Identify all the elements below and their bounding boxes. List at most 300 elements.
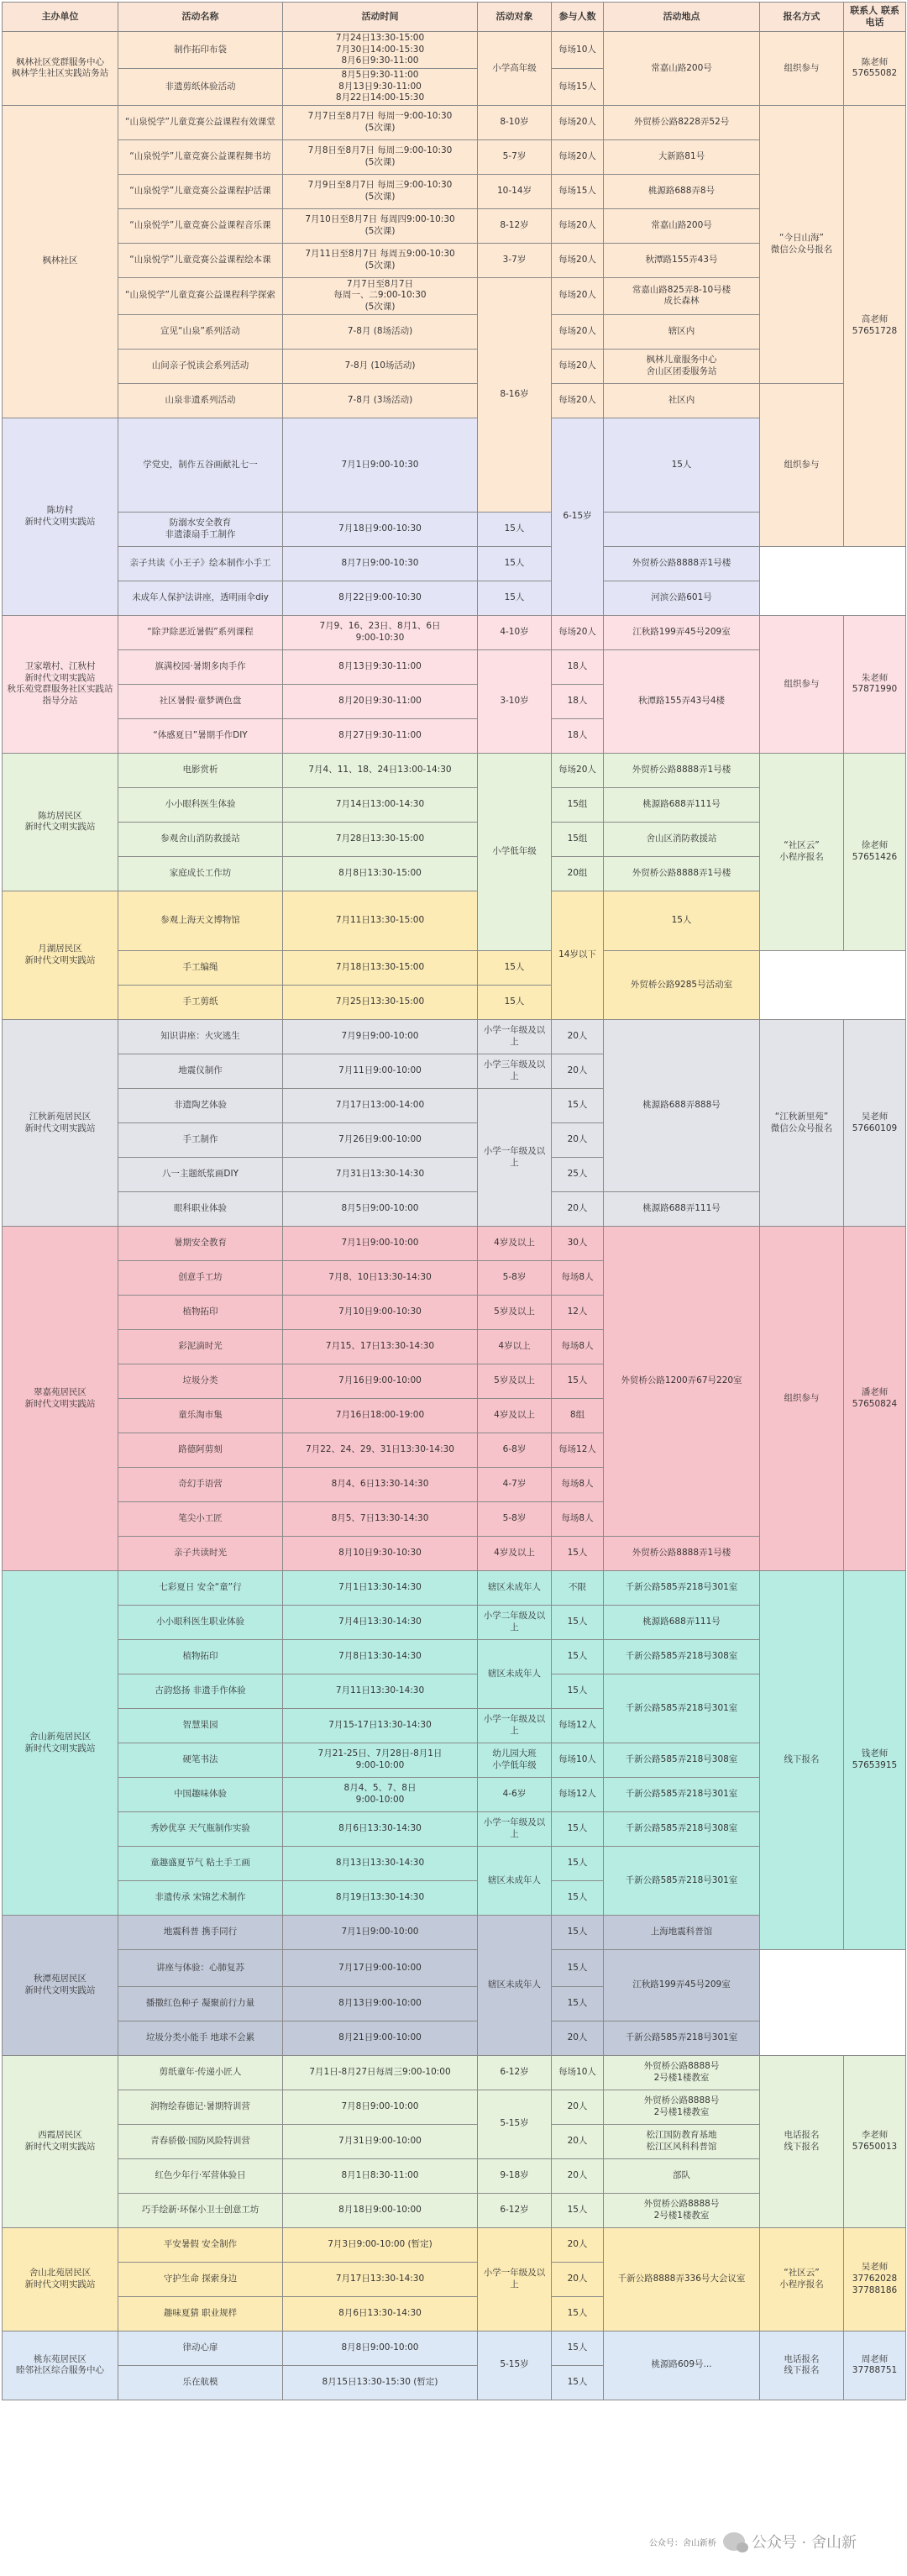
- table-row: [3, 2055, 906, 2090]
- table-cell: 9-18岁: [478, 2158, 552, 2193]
- table-cell: 15人: [552, 1640, 604, 1674]
- table-cell: 20人: [552, 2262, 604, 2296]
- table-cell: 6-12岁: [478, 2193, 552, 2227]
- table-cell: 地震仪制作: [118, 1054, 283, 1089]
- table-cell: 小学高年级: [478, 32, 552, 106]
- table-cell: 15人: [552, 1847, 604, 1881]
- table-cell: 非遗剪纸体验活动: [118, 68, 283, 105]
- table-row: [3, 546, 906, 581]
- table-cell: 15人: [552, 1812, 604, 1847]
- table-cell: 8月4、6日13:30-14:30: [283, 1468, 478, 1502]
- table-cell: 7-8月 (3场活动): [283, 383, 478, 418]
- table-cell: 15人: [552, 2296, 604, 2331]
- table-cell: 古韵悠扬 非遗手作体验: [118, 1674, 283, 1709]
- table-row: [3, 32, 906, 69]
- table-cell: 5-8岁: [478, 1261, 552, 1296]
- table-cell: 吴老师 37762028 37788186: [844, 2227, 906, 2331]
- header-signup-method: 报名方式: [760, 3, 844, 32]
- table-cell: 7月8日13:30-14:30: [283, 1640, 478, 1674]
- table-cell: 小学一年级及以上: [478, 1089, 552, 1227]
- table-cell: 陈老师 57655082: [844, 32, 906, 106]
- table-cell: 15人: [552, 1916, 604, 1950]
- table-cell: 每场10人: [552, 2055, 604, 2090]
- table-cell: 7月26日9:00-10:00: [283, 1123, 478, 1158]
- table-row: [3, 1986, 906, 2021]
- table-cell: 宣见“山泉”系列活动: [118, 314, 283, 349]
- table-cell: 律动心扉: [118, 2331, 283, 2365]
- table-cell: 8月8日9:00-10:00: [283, 2331, 478, 2365]
- table-cell: 每场12人: [552, 1433, 604, 1468]
- table-cell: 组织参与: [760, 615, 844, 753]
- table-cell: 周老师 37788751: [844, 2331, 906, 2400]
- host-unit-cell: 枫林社区: [3, 105, 118, 418]
- table-cell: 15人: [552, 1950, 604, 1987]
- table-cell: 辖区内: [604, 314, 760, 349]
- table-cell: 辖区未成年人: [478, 1640, 552, 1709]
- table-cell: 15人: [552, 1881, 604, 1916]
- table-cell: 20组: [552, 856, 604, 891]
- host-unit-cell: 月湖居民区 新时代文明实践站: [3, 891, 118, 1019]
- table-cell: 每场20人: [552, 139, 604, 174]
- table-cell: 8组: [552, 1399, 604, 1433]
- table-cell: 8-10岁: [478, 105, 552, 139]
- table-cell: 每场20人: [552, 314, 604, 349]
- table-cell: 朱老师 57871990: [844, 615, 906, 753]
- table-cell: 6-8岁: [478, 1433, 552, 1468]
- table-cell: 每场10人: [552, 1743, 604, 1778]
- table-cell: 7月24日13:30-15:00 7月30日14:00-15:30 8月6日9:30-11:00: [283, 32, 478, 69]
- table-cell: 7月7日至8月7日 每周一9:00-10:30 (5次课): [283, 105, 478, 139]
- table-cell: 7月18日13:30-15:00: [283, 951, 478, 986]
- table-cell: 彩泥滴时光: [118, 1330, 283, 1364]
- table-cell: 20人: [552, 2158, 604, 2193]
- table-cell: 6-15岁: [552, 418, 604, 615]
- table-cell: 8月4、5、7、8日 9:00-10:00: [283, 1778, 478, 1812]
- table-cell: 亲子共读《小王子》绘本制作小手工: [118, 546, 283, 581]
- table-cell: 奇幻手语营: [118, 1468, 283, 1502]
- table-cell: 8月27日9:30-11:00: [283, 718, 478, 753]
- table-cell: 上海地震科普馆: [604, 1916, 760, 1950]
- table-cell: 4-7岁: [478, 1468, 552, 1502]
- host-unit-cell: 翠嘉苑居民区 新时代文明实践站: [3, 1227, 118, 1571]
- table-cell: 青春骄傲·国防风险特训营: [118, 2124, 283, 2158]
- table-cell: 社区暑假·童梦调色盘: [118, 684, 283, 718]
- table-cell: “山泉悦学”儿童竞赛公益课程科学探索: [118, 277, 283, 314]
- table-cell: 4岁及以上: [478, 1399, 552, 1433]
- table-cell: 8月1日8:30-11:00: [283, 2158, 478, 2193]
- table-cell: 常嘉山路200号: [604, 32, 760, 106]
- table-cell: 辖区未成年人: [478, 1571, 552, 1606]
- table-cell: 7月11日13:30-15:00: [283, 891, 478, 950]
- table-cell: “体感夏日”暑期手作DIY: [118, 718, 283, 753]
- table-cell: 15人: [604, 418, 760, 512]
- table-cell: 手工剪纸: [118, 986, 283, 1020]
- table-cell: 家庭成长工作坊: [118, 856, 283, 891]
- footer-brand: 公众号 · 舍山新: [751, 2534, 857, 2552]
- table-cell: 小学一年级及以上: [478, 2227, 552, 2331]
- table-cell: 笔尖小工匠: [118, 1502, 283, 1537]
- table-cell: 组织参与: [760, 1227, 844, 1571]
- table-cell: 4-6岁: [478, 1778, 552, 1812]
- table-cell: 千新公路585弄218号301室: [604, 1571, 760, 1606]
- table-cell: 外贸桥公路8888号 2号楼1楼教室: [604, 2193, 760, 2227]
- table-cell: 15人: [552, 2331, 604, 2365]
- table-cell: 江秋路199弄45号209室: [604, 1950, 760, 2021]
- table-cell: 江秋路199弄45号209室: [604, 615, 760, 649]
- table-cell: 14岁以下: [552, 891, 604, 1019]
- table-cell: 3-7岁: [478, 243, 552, 277]
- table-cell: 20人: [552, 1020, 604, 1054]
- table-row: [3, 105, 906, 139]
- table-cell: [604, 512, 760, 546]
- table-cell: 7月9、16、23日、8月1、6日 9:00-10:30: [283, 615, 478, 649]
- table-cell: 外贸桥公路8888弄1号楼: [604, 1537, 760, 1571]
- table-cell: 桃源路688弄111号: [604, 1606, 760, 1640]
- table-cell: 8月20日9:30-11:00: [283, 684, 478, 718]
- table-cell: 外贸桥公路8888弄1号楼: [604, 856, 760, 891]
- table-cell: 桃源路688弄111号: [604, 787, 760, 822]
- table-cell: 非遗传承 宋锦艺术制作: [118, 1881, 283, 1916]
- table-cell: 每场8人: [552, 1502, 604, 1537]
- table-cell: 小学一年级及以上: [478, 1812, 552, 1847]
- table-cell: 15人: [478, 581, 552, 615]
- wechat-icon: [723, 2532, 745, 2551]
- table-cell: 外贸桥公路8888弄1号楼: [604, 546, 760, 581]
- table-cell: 植物拓印: [118, 1640, 283, 1674]
- table-cell: 7月16日18:00-19:00: [283, 1399, 478, 1433]
- table-cell: 小学三年级及以上: [478, 1054, 552, 1089]
- table-cell: 潘老师 57650824: [844, 1227, 906, 1571]
- table-cell: 15人: [552, 1537, 604, 1571]
- table-cell: 每场20人: [552, 383, 604, 418]
- table-cell: 每场20人: [552, 277, 604, 314]
- table-cell: 7月11日至8月7日 每周五9:00-10:30 (5次课): [283, 243, 478, 277]
- table-cell: 钱老师 57653915: [844, 1571, 906, 1950]
- table-cell: 25人: [552, 1158, 604, 1192]
- table-cell: 8月8日13:30-15:00: [283, 856, 478, 891]
- table-cell: 眼科职业体验: [118, 1192, 283, 1227]
- table-cell: 植物拓印: [118, 1296, 283, 1330]
- table-cell: 7月1日9:00-10:30: [283, 418, 478, 512]
- table-cell: 枫林儿童服务中心 舍山区团委服务站: [604, 349, 760, 383]
- table-cell: 李老师 57650013: [844, 2055, 906, 2227]
- header-target-audience: 活动对象: [478, 3, 552, 32]
- table-cell: 舍山区消防救援站: [604, 822, 760, 856]
- table-cell: 参观舍山消防救援站: [118, 822, 283, 856]
- table-cell: 15人: [552, 2365, 604, 2400]
- footer-small-text: 公众号：舍山新桥: [648, 2538, 716, 2548]
- table-cell: 8月7日9:00-10:30: [283, 546, 478, 581]
- table-cell: 7月18日9:00-10:30: [283, 512, 478, 546]
- host-unit-cell: 舍山北苑居民区 新时代文明实践站: [3, 2227, 118, 2331]
- table-cell: 知识讲座：火灾逃生: [118, 1020, 283, 1054]
- table-cell: 7月10日9:00-10:30: [283, 1296, 478, 1330]
- table-cell: 7月3日9:00-10:00 (暂定): [283, 2227, 478, 2262]
- table-cell: 小学一年级及以上: [478, 1709, 552, 1743]
- table-cell: 组织参与: [760, 32, 844, 106]
- table-cell: 15人: [552, 2193, 604, 2227]
- table-cell: 18人: [552, 718, 604, 753]
- host-unit-cell: 卫家墩村、江秋村 新时代文明实践站 秋乐苑党群服务社区实践站指导分站: [3, 615, 118, 753]
- table-header-row: [3, 3, 906, 32]
- table-cell: 创意手工坊: [118, 1261, 283, 1296]
- table-cell: 每场8人: [552, 1468, 604, 1502]
- header-contact: 联系人 联系电话: [844, 3, 906, 32]
- table-cell: 7月14日13:00-14:30: [283, 787, 478, 822]
- table-cell: 7月1日13:30-14:30: [283, 1571, 478, 1606]
- table-cell: 外贸桥公路8228弄52号: [604, 105, 760, 139]
- table-cell: 地震科普 携手同行: [118, 1916, 283, 1950]
- table-cell: 线下报名: [760, 1571, 844, 1950]
- table-cell: 播撒红色种子 凝聚前行力量: [118, 1986, 283, 2021]
- table-cell: 7月17日13:30-14:30: [283, 2262, 478, 2296]
- table-cell: 桃源路688弄8号: [604, 174, 760, 208]
- table-cell: 7月31日13:30-14:30: [283, 1158, 478, 1192]
- table-cell: 7-8月 (10场活动): [283, 349, 478, 383]
- table-cell: 桃源路688弄111号: [604, 1192, 760, 1227]
- table-cell: 7月11日9:00-10:00: [283, 1054, 478, 1089]
- table-cell: 润物绘春德记·暑期特训营: [118, 2090, 283, 2124]
- table-cell: 每场20人: [552, 753, 604, 787]
- table-cell: 童趣盛夏节气 粘土手工画: [118, 1847, 283, 1881]
- table-cell: 秀妙优享 天气瓶制作实验: [118, 1812, 283, 1847]
- table-cell: “江秋新里苑” 微信公众号报名: [760, 1020, 844, 1227]
- table-cell: 15组: [552, 787, 604, 822]
- header-activity-name: 活动名称: [118, 3, 283, 32]
- table-cell: 5-15岁: [478, 2090, 552, 2158]
- table-cell: 8月5日9:00-10:00: [283, 1192, 478, 1227]
- table-cell: 学党史，制作五谷画献礼七一: [118, 418, 283, 512]
- table-cell: 15人: [478, 951, 552, 986]
- table-cell: 7月9日至8月7日 每周三9:00-10:30 (5次课): [283, 174, 478, 208]
- table-cell: 4-10岁: [478, 615, 552, 649]
- table-cell: 小学一年级及以上: [478, 1020, 552, 1054]
- table-cell: 社区内: [604, 383, 760, 418]
- table-cell: 幼儿园大班 小学低年级: [478, 1743, 552, 1778]
- table-cell: 8月13日9:00-10:00: [283, 1986, 478, 2021]
- table-cell: 7月25日13:30-15:00: [283, 986, 478, 1020]
- table-cell: 常嘉山路200号: [604, 208, 760, 243]
- table-cell: 高老师 57651728: [844, 105, 906, 546]
- table-cell: 20人: [552, 2124, 604, 2158]
- table-cell: 20人: [552, 2227, 604, 2262]
- table-cell: “山泉悦学”儿童竞赛公益课程绘本课: [118, 243, 283, 277]
- table-cell: 5-8岁: [478, 1502, 552, 1537]
- table-cell: 7-8月 (8场活动): [283, 314, 478, 349]
- table-cell: 八一主题纸浆画DIY: [118, 1158, 283, 1192]
- table-cell: 不限: [552, 1571, 604, 1606]
- table-cell: 童乐淘市集: [118, 1399, 283, 1433]
- table-cell: 制作拓印布袋: [118, 32, 283, 69]
- activity-schedule-table: [2, 2, 906, 2400]
- table-cell: 每场20人: [552, 615, 604, 649]
- table-row: [3, 2331, 906, 2365]
- table-cell: 3-10岁: [478, 649, 552, 753]
- table-cell: 垃圾分类小能手 地球不会累: [118, 2021, 283, 2055]
- table-cell: 18人: [552, 684, 604, 718]
- table-cell: 每场12人: [552, 1709, 604, 1743]
- host-unit-cell: 舍山新苑居民区 新时代文明实践站: [3, 1571, 118, 1916]
- table-row: [3, 1020, 906, 1054]
- table-cell: 每场20人: [552, 349, 604, 383]
- table-cell: 硬笔书法: [118, 1743, 283, 1778]
- table-cell: 千新公路585弄218号301室: [604, 2021, 760, 2055]
- table-cell: 趣味夏猜 职业规样: [118, 2296, 283, 2331]
- table-cell: “社区云” 小程序报名: [760, 2227, 844, 2331]
- table-cell: 电话报名 线下报名: [760, 2331, 844, 2400]
- host-unit-cell: 枫林社区党群服务中心 枫林学生社区实践站务站: [3, 32, 118, 106]
- table-cell: 7月7日至8月7日 每周一、二9:00-10:30 (5次课): [283, 277, 478, 314]
- table-cell: 桃源路609号...: [604, 2331, 760, 2400]
- table-cell: 每场15人: [552, 68, 604, 105]
- table-cell: 每场20人: [552, 105, 604, 139]
- table-cell: 中国趣味体验: [118, 1778, 283, 1812]
- schedule-body: [3, 32, 906, 2400]
- table-cell: 7月11日13:30-14:30: [283, 1674, 478, 1709]
- table-row: [3, 2021, 906, 2055]
- table-cell: 12人: [552, 1296, 604, 1330]
- table-cell: 外贸桥公路8888号 2号楼1楼教室: [604, 2055, 760, 2090]
- table-cell: 7月16日9:00-10:00: [283, 1364, 478, 1399]
- table-cell: 6-12岁: [478, 2055, 552, 2090]
- host-unit-cell: 陈坊村 新时代文明实践站: [3, 418, 118, 615]
- table-cell: 辖区未成年人: [478, 1916, 552, 2056]
- table-cell: 8月5日9:30-11:00 8月13日9:30-11:00 8月22日14:00-15:30: [283, 68, 478, 105]
- table-cell: 千新公路585弄218号301室: [604, 1847, 760, 1916]
- table-cell: 亲子共读时光: [118, 1537, 283, 1571]
- table-cell: 7月4、11、18、24日13:00-14:30: [283, 753, 478, 787]
- table-cell: “山泉悦学”儿童竞赛公益课程护活课: [118, 174, 283, 208]
- host-unit-cell: 西霞居民区 新时代文明实践站: [3, 2055, 118, 2227]
- table-cell: 15组: [552, 822, 604, 856]
- table-cell: 4岁以上: [478, 1330, 552, 1364]
- table-cell: 千新公路585弄218号308室: [604, 1743, 760, 1778]
- host-unit-cell: 江秋新苑居民区 新时代文明实践站: [3, 1020, 118, 1227]
- table-cell: 15人: [552, 1089, 604, 1123]
- table-cell: 秋潭路155弄43号: [604, 243, 760, 277]
- table-cell: 暑期安全教育: [118, 1227, 283, 1261]
- table-cell: 守护生命 探索身边: [118, 2262, 283, 2296]
- table-cell: 桃源路688弄888号: [604, 1020, 760, 1192]
- table-cell: 5-15岁: [478, 2331, 552, 2400]
- table-cell: 巧手绘新·环保小卫士创意工坊: [118, 2193, 283, 2227]
- table-cell: 7月10日至8月7日 每周四9:00-10:30 (5次课): [283, 208, 478, 243]
- table-cell: 15人: [552, 1606, 604, 1640]
- table-row: [3, 581, 906, 615]
- table-cell: 每场12人: [552, 1778, 604, 1812]
- table-cell: “除尹除恶近暑假”系列课程: [118, 615, 283, 649]
- table-cell: 垃圾分类: [118, 1364, 283, 1399]
- table-cell: 7月8日至8月7日 每周二9:00-10:30 (5次课): [283, 139, 478, 174]
- table-cell: 每场8人: [552, 1261, 604, 1296]
- table-cell: 山泉非遗系列活动: [118, 383, 283, 418]
- table-row: [3, 1571, 906, 1606]
- table-cell: 徐老师 57651426: [844, 753, 906, 950]
- table-cell: 旗满校园·暑期多肉手作: [118, 649, 283, 684]
- table-cell: 小小眼科医生职业体验: [118, 1606, 283, 1640]
- table-cell: 平安暑假 安全制作: [118, 2227, 283, 2262]
- table-cell: 7月28日13:30-15:00: [283, 822, 478, 856]
- table-cell: 每场20人: [552, 243, 604, 277]
- table-cell: 河滨公路601号: [604, 581, 760, 615]
- table-cell: 电话报名 线下报名: [760, 2055, 844, 2227]
- table-row: [3, 383, 906, 418]
- table-cell: 8月19日13:30-14:30: [283, 1881, 478, 1916]
- table-row: [3, 615, 906, 649]
- table-cell: 防溺水安全教育 非遗漆扇手工制作: [118, 512, 283, 546]
- table-cell: 4岁及以上: [478, 1537, 552, 1571]
- table-cell: 8月18日9:00-10:00: [283, 2193, 478, 2227]
- table-cell: 小小眼科医生体验: [118, 787, 283, 822]
- table-cell: 松江国防教育基地 松江区风科科普馆: [604, 2124, 760, 2158]
- table-cell: 5岁及以上: [478, 1364, 552, 1399]
- table-cell: 大新路81号: [604, 139, 760, 174]
- table-cell: 部队: [604, 2158, 760, 2193]
- table-cell: “山泉悦学”儿童竞赛公益课程有效课堂: [118, 105, 283, 139]
- table-cell: 路德阿剪刻: [118, 1433, 283, 1468]
- table-cell: 8月6日13:30-14:30: [283, 2296, 478, 2331]
- table-cell: 7月31日9:00-10:00: [283, 2124, 478, 2158]
- table-cell: 20人: [552, 1123, 604, 1158]
- table-cell: 20人: [552, 2090, 604, 2124]
- header-host-unit: 主办单位: [3, 3, 118, 32]
- table-row: [3, 986, 906, 1020]
- header-participants: 参与人数: [552, 3, 604, 32]
- table-cell: 乐在航模: [118, 2365, 283, 2400]
- table-cell: 7月21-25日、7月28日-8月1日 9:00-10:00: [283, 1743, 478, 1778]
- table-cell: 7月9日9:00-10:00: [283, 1020, 478, 1054]
- table-row: [3, 951, 906, 986]
- table-cell: 18人: [552, 649, 604, 684]
- table-cell: 千新公路585弄218号301室: [604, 1778, 760, 1812]
- table-cell: “山泉悦学”儿童竞赛公益课程音乐课: [118, 208, 283, 243]
- table-cell: 千新公路585弄218号301室: [604, 1674, 760, 1743]
- table-cell: 15人: [552, 1986, 604, 2021]
- table-cell: 20人: [552, 2021, 604, 2055]
- table-cell: 8月6日13:30-14:30: [283, 1812, 478, 1847]
- table-cell: 15人: [478, 512, 552, 546]
- table-cell: “今日山海” 微信公众号报名: [760, 105, 844, 383]
- table-cell: 7月1日9:00-10:00: [283, 1227, 478, 1261]
- table-cell: 七彩夏日 安全“童”行: [118, 1571, 283, 1606]
- table-cell: 每场10人: [552, 32, 604, 69]
- table-cell: 外贸桥公路8888号 2号楼1楼教室: [604, 2090, 760, 2124]
- watermark-footer: [649, 2531, 857, 2552]
- table-cell: 每场8人: [552, 1330, 604, 1364]
- table-cell: 手工编绳: [118, 951, 283, 986]
- table-row: [3, 753, 906, 787]
- table-cell: 8月10日9:30-10:30: [283, 1537, 478, 1571]
- table-cell: 7月8、10日13:30-14:30: [283, 1261, 478, 1296]
- table-cell: 5-7岁: [478, 139, 552, 174]
- table-cell: 8月21日9:00-10:00: [283, 2021, 478, 2055]
- table-cell: 千新公路8888弄336号大会议室: [604, 2227, 760, 2331]
- header-activity-time: 活动时间: [283, 3, 478, 32]
- table-cell: 15人: [478, 986, 552, 1020]
- table-cell: 吴老师 57660109: [844, 1020, 906, 1227]
- table-cell: 15人: [478, 546, 552, 581]
- host-unit-cell: 秋潭苑居民区 新时代文明实践站: [3, 1916, 118, 2056]
- table-cell: 7月1日9:00-10:00: [283, 1916, 478, 1950]
- table-row: [3, 2227, 906, 2262]
- header-location: 活动地点: [604, 3, 760, 32]
- table-cell: 小学二年级及以上: [478, 1606, 552, 1640]
- table-cell: 7月15、17日13:30-14:30: [283, 1330, 478, 1364]
- table-cell: 8-16岁: [478, 277, 552, 512]
- table-cell: 非遗陶艺体验: [118, 1089, 283, 1123]
- table-cell: 8月5、7日13:30-14:30: [283, 1502, 478, 1537]
- table-cell: 每场15人: [552, 174, 604, 208]
